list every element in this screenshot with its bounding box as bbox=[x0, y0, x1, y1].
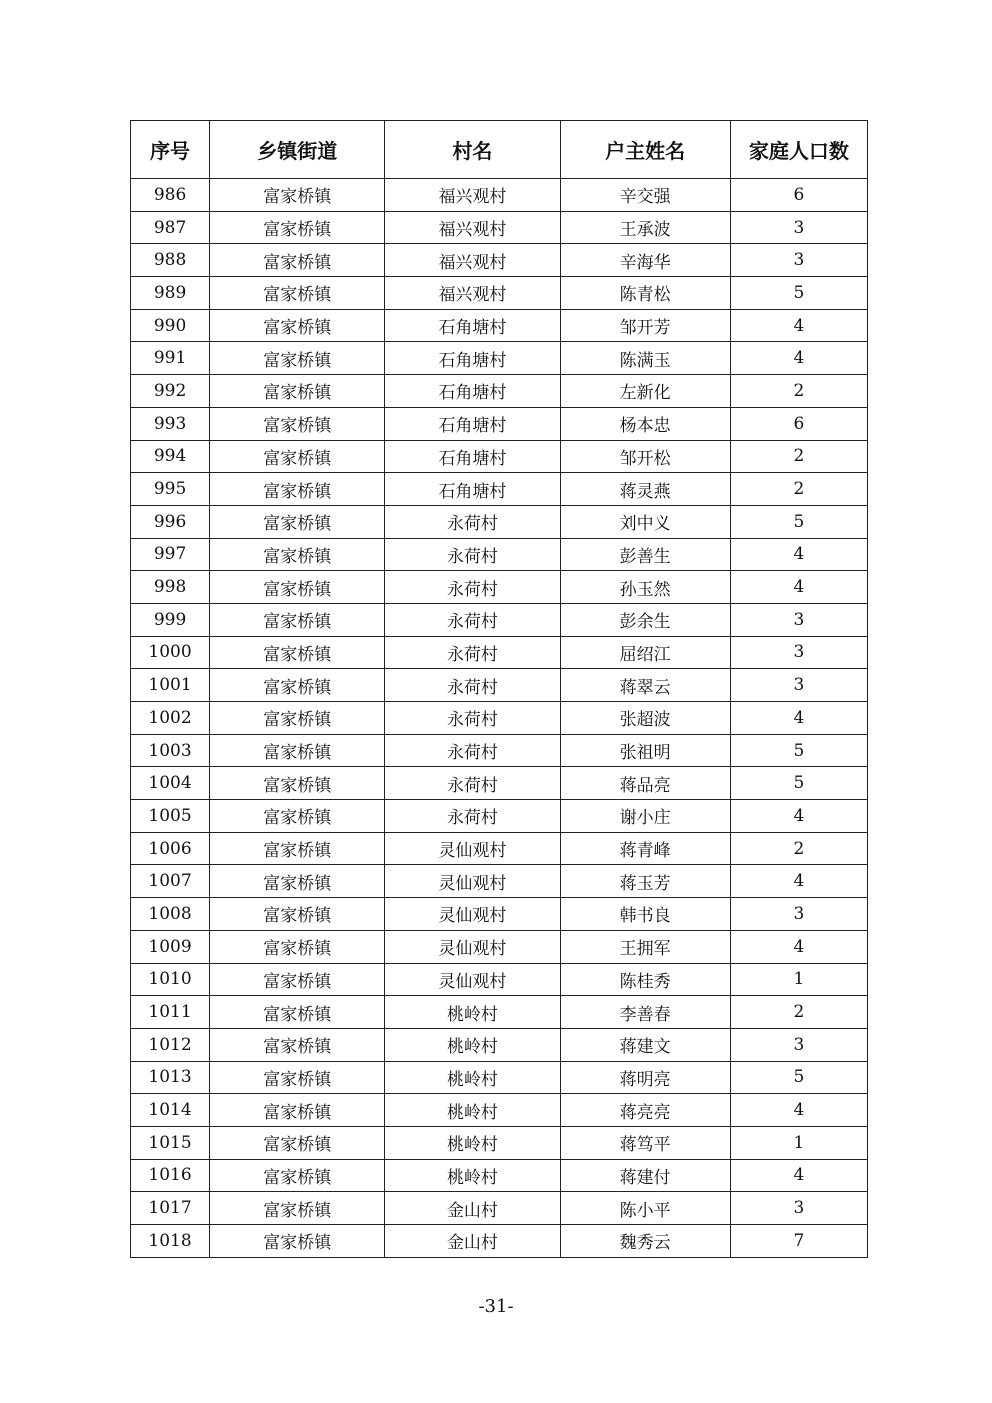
cell-household-size: 4 bbox=[730, 865, 867, 898]
cell-householder-name: 王拥军 bbox=[560, 930, 730, 963]
table-row bbox=[131, 1159, 868, 1192]
cell-village: 灵仙观村 bbox=[385, 963, 560, 996]
table-row bbox=[131, 1225, 868, 1258]
table-row bbox=[131, 571, 868, 604]
cell-township: 富家桥镇 bbox=[210, 1028, 385, 1061]
table-row bbox=[131, 930, 868, 963]
cell-householder-name: 蒋品亮 bbox=[560, 767, 730, 800]
cell-township: 富家桥镇 bbox=[210, 211, 385, 244]
cell-township: 富家桥镇 bbox=[210, 898, 385, 931]
cell-household-size: 4 bbox=[730, 309, 867, 342]
cell-household-size: 4 bbox=[730, 702, 867, 735]
cell-village: 石角塘村 bbox=[385, 473, 560, 506]
cell-household-size: 3 bbox=[730, 211, 867, 244]
table-row bbox=[131, 309, 868, 342]
cell-household-size: 1 bbox=[730, 963, 867, 996]
cell-village: 永荷村 bbox=[385, 734, 560, 767]
page-number: -31- bbox=[478, 1296, 514, 1317]
table-row bbox=[131, 505, 868, 538]
cell-household-size: 3 bbox=[730, 244, 867, 277]
cell-village: 桃岭村 bbox=[385, 1126, 560, 1159]
cell-serial-number: 1008 bbox=[131, 898, 210, 931]
cell-serial-number: 1003 bbox=[131, 734, 210, 767]
cell-township: 富家桥镇 bbox=[210, 407, 385, 440]
header-household-size: 家庭人口数 bbox=[730, 121, 867, 179]
table-row bbox=[131, 342, 868, 375]
cell-household-size: 2 bbox=[730, 832, 867, 865]
cell-serial-number: 998 bbox=[131, 571, 210, 604]
cell-householder-name: 张超波 bbox=[560, 702, 730, 735]
cell-township: 富家桥镇 bbox=[210, 538, 385, 571]
table-row bbox=[131, 473, 868, 506]
cell-township: 富家桥镇 bbox=[210, 767, 385, 800]
cell-village: 石角塘村 bbox=[385, 309, 560, 342]
cell-serial-number: 990 bbox=[131, 309, 210, 342]
cell-householder-name: 蒋翠云 bbox=[560, 669, 730, 702]
cell-household-size: 2 bbox=[730, 996, 867, 1029]
cell-township: 富家桥镇 bbox=[210, 1159, 385, 1192]
cell-township: 富家桥镇 bbox=[210, 734, 385, 767]
cell-serial-number: 996 bbox=[131, 505, 210, 538]
cell-village: 石角塘村 bbox=[385, 375, 560, 408]
cell-serial-number: 997 bbox=[131, 538, 210, 571]
cell-householder-name: 蒋玉芳 bbox=[560, 865, 730, 898]
cell-serial-number: 987 bbox=[131, 211, 210, 244]
header-village: 村名 bbox=[385, 121, 560, 179]
household-table bbox=[130, 120, 868, 1258]
cell-township: 富家桥镇 bbox=[210, 179, 385, 212]
cell-householder-name: 陈满玉 bbox=[560, 342, 730, 375]
cell-township: 富家桥镇 bbox=[210, 603, 385, 636]
cell-household-size: 5 bbox=[730, 734, 867, 767]
table-row bbox=[131, 440, 868, 473]
cell-serial-number: 1002 bbox=[131, 702, 210, 735]
cell-householder-name: 彭善生 bbox=[560, 538, 730, 571]
cell-household-size: 6 bbox=[730, 179, 867, 212]
table-row bbox=[131, 277, 868, 310]
cell-township: 富家桥镇 bbox=[210, 702, 385, 735]
cell-householder-name: 陈青松 bbox=[560, 277, 730, 310]
table-row bbox=[131, 636, 868, 669]
table-row bbox=[131, 1094, 868, 1127]
table-row bbox=[131, 407, 868, 440]
cell-householder-name: 蒋建付 bbox=[560, 1159, 730, 1192]
cell-serial-number: 1004 bbox=[131, 767, 210, 800]
cell-township: 富家桥镇 bbox=[210, 930, 385, 963]
cell-village: 永荷村 bbox=[385, 603, 560, 636]
table-row bbox=[131, 603, 868, 636]
cell-village: 福兴观村 bbox=[385, 211, 560, 244]
cell-serial-number: 1006 bbox=[131, 832, 210, 865]
cell-householder-name: 邹开芳 bbox=[560, 309, 730, 342]
cell-householder-name: 蒋明亮 bbox=[560, 1061, 730, 1094]
cell-household-size: 3 bbox=[730, 1192, 867, 1225]
cell-township: 富家桥镇 bbox=[210, 636, 385, 669]
cell-township: 富家桥镇 bbox=[210, 277, 385, 310]
cell-village: 福兴观村 bbox=[385, 179, 560, 212]
cell-householder-name: 陈小平 bbox=[560, 1192, 730, 1225]
cell-village: 灵仙观村 bbox=[385, 898, 560, 931]
cell-village: 福兴观村 bbox=[385, 277, 560, 310]
cell-township: 富家桥镇 bbox=[210, 1225, 385, 1258]
cell-village: 永荷村 bbox=[385, 702, 560, 735]
cell-village: 金山村 bbox=[385, 1225, 560, 1258]
cell-serial-number: 991 bbox=[131, 342, 210, 375]
table-row bbox=[131, 1192, 868, 1225]
cell-township: 富家桥镇 bbox=[210, 1094, 385, 1127]
cell-village: 永荷村 bbox=[385, 571, 560, 604]
cell-township: 富家桥镇 bbox=[210, 963, 385, 996]
cell-township: 富家桥镇 bbox=[210, 669, 385, 702]
cell-village: 石角塘村 bbox=[385, 407, 560, 440]
cell-township: 富家桥镇 bbox=[210, 309, 385, 342]
cell-household-size: 5 bbox=[730, 1061, 867, 1094]
cell-household-size: 4 bbox=[730, 1094, 867, 1127]
table-row bbox=[131, 375, 868, 408]
cell-serial-number: 999 bbox=[131, 603, 210, 636]
cell-serial-number: 1007 bbox=[131, 865, 210, 898]
table-row bbox=[131, 1061, 868, 1094]
table-row bbox=[131, 734, 868, 767]
cell-householder-name: 左新化 bbox=[560, 375, 730, 408]
cell-serial-number: 1016 bbox=[131, 1159, 210, 1192]
cell-household-size: 4 bbox=[730, 571, 867, 604]
cell-householder-name: 邹开松 bbox=[560, 440, 730, 473]
cell-township: 富家桥镇 bbox=[210, 1192, 385, 1225]
cell-township: 富家桥镇 bbox=[210, 1126, 385, 1159]
cell-township: 富家桥镇 bbox=[210, 244, 385, 277]
cell-household-size: 1 bbox=[730, 1126, 867, 1159]
cell-household-size: 3 bbox=[730, 1028, 867, 1061]
cell-householder-name: 屈绍江 bbox=[560, 636, 730, 669]
cell-village: 桃岭村 bbox=[385, 996, 560, 1029]
cell-serial-number: 1013 bbox=[131, 1061, 210, 1094]
cell-village: 桃岭村 bbox=[385, 1061, 560, 1094]
cell-household-size: 3 bbox=[730, 603, 867, 636]
cell-serial-number: 1009 bbox=[131, 930, 210, 963]
cell-householder-name: 彭余生 bbox=[560, 603, 730, 636]
cell-householder-name: 蒋亮亮 bbox=[560, 1094, 730, 1127]
cell-householder-name: 魏秀云 bbox=[560, 1225, 730, 1258]
cell-householder-name: 蒋灵燕 bbox=[560, 473, 730, 506]
cell-township: 富家桥镇 bbox=[210, 1061, 385, 1094]
cell-serial-number: 1017 bbox=[131, 1192, 210, 1225]
cell-household-size: 4 bbox=[730, 538, 867, 571]
cell-township: 富家桥镇 bbox=[210, 996, 385, 1029]
table-row bbox=[131, 702, 868, 735]
cell-serial-number: 995 bbox=[131, 473, 210, 506]
cell-householder-name: 蒋青峰 bbox=[560, 832, 730, 865]
cell-serial-number: 1014 bbox=[131, 1094, 210, 1127]
table-row bbox=[131, 538, 868, 571]
cell-village: 永荷村 bbox=[385, 767, 560, 800]
cell-household-size: 2 bbox=[730, 473, 867, 506]
cell-village: 永荷村 bbox=[385, 636, 560, 669]
table-row bbox=[131, 1028, 868, 1061]
cell-householder-name: 李善春 bbox=[560, 996, 730, 1029]
cell-township: 富家桥镇 bbox=[210, 865, 385, 898]
table-row bbox=[131, 211, 868, 244]
cell-serial-number: 994 bbox=[131, 440, 210, 473]
cell-serial-number: 992 bbox=[131, 375, 210, 408]
cell-household-size: 4 bbox=[730, 930, 867, 963]
cell-householder-name: 蒋笃平 bbox=[560, 1126, 730, 1159]
cell-household-size: 3 bbox=[730, 636, 867, 669]
cell-household-size: 2 bbox=[730, 375, 867, 408]
header-serial-number: 序号 bbox=[131, 121, 210, 179]
cell-township: 富家桥镇 bbox=[210, 505, 385, 538]
table-row bbox=[131, 898, 868, 931]
cell-township: 富家桥镇 bbox=[210, 832, 385, 865]
cell-village: 永荷村 bbox=[385, 538, 560, 571]
cell-village: 桃岭村 bbox=[385, 1159, 560, 1192]
cell-village: 福兴观村 bbox=[385, 244, 560, 277]
cell-household-size: 5 bbox=[730, 505, 867, 538]
cell-household-size: 4 bbox=[730, 800, 867, 833]
cell-village: 石角塘村 bbox=[385, 440, 560, 473]
header-householder-name: 户主姓名 bbox=[560, 121, 730, 179]
table-header-row bbox=[131, 121, 868, 179]
cell-village: 灵仙观村 bbox=[385, 930, 560, 963]
cell-village: 永荷村 bbox=[385, 505, 560, 538]
cell-household-size: 5 bbox=[730, 277, 867, 310]
header-township: 乡镇街道 bbox=[210, 121, 385, 179]
cell-village: 灵仙观村 bbox=[385, 832, 560, 865]
cell-serial-number: 1005 bbox=[131, 800, 210, 833]
table-row bbox=[131, 767, 868, 800]
cell-household-size: 6 bbox=[730, 407, 867, 440]
table-row bbox=[131, 963, 868, 996]
table-row bbox=[131, 800, 868, 833]
cell-village: 灵仙观村 bbox=[385, 865, 560, 898]
cell-householder-name: 辛交强 bbox=[560, 179, 730, 212]
cell-serial-number: 1011 bbox=[131, 996, 210, 1029]
table-row bbox=[131, 669, 868, 702]
cell-township: 富家桥镇 bbox=[210, 440, 385, 473]
cell-serial-number: 1000 bbox=[131, 636, 210, 669]
cell-householder-name: 刘中义 bbox=[560, 505, 730, 538]
cell-township: 富家桥镇 bbox=[210, 800, 385, 833]
cell-township: 富家桥镇 bbox=[210, 375, 385, 408]
table-row bbox=[131, 244, 868, 277]
table-row bbox=[131, 179, 868, 212]
cell-household-size: 4 bbox=[730, 1159, 867, 1192]
cell-serial-number: 1015 bbox=[131, 1126, 210, 1159]
table-body bbox=[131, 179, 868, 1258]
cell-serial-number: 993 bbox=[131, 407, 210, 440]
cell-householder-name: 杨本忠 bbox=[560, 407, 730, 440]
cell-household-size: 3 bbox=[730, 669, 867, 702]
table-row bbox=[131, 865, 868, 898]
cell-village: 石角塘村 bbox=[385, 342, 560, 375]
cell-householder-name: 韩书良 bbox=[560, 898, 730, 931]
cell-serial-number: 988 bbox=[131, 244, 210, 277]
cell-household-size: 2 bbox=[730, 440, 867, 473]
cell-serial-number: 1010 bbox=[131, 963, 210, 996]
table-row bbox=[131, 1126, 868, 1159]
cell-village: 永荷村 bbox=[385, 800, 560, 833]
cell-householder-name: 辛海华 bbox=[560, 244, 730, 277]
cell-village: 桃岭村 bbox=[385, 1094, 560, 1127]
cell-serial-number: 1001 bbox=[131, 669, 210, 702]
table-row bbox=[131, 996, 868, 1029]
cell-household-size: 5 bbox=[730, 767, 867, 800]
cell-village: 桃岭村 bbox=[385, 1028, 560, 1061]
cell-township: 富家桥镇 bbox=[210, 571, 385, 604]
cell-householder-name: 孙玉然 bbox=[560, 571, 730, 604]
cell-village: 金山村 bbox=[385, 1192, 560, 1225]
cell-serial-number: 986 bbox=[131, 179, 210, 212]
cell-township: 富家桥镇 bbox=[210, 473, 385, 506]
cell-householder-name: 王承波 bbox=[560, 211, 730, 244]
cell-householder-name: 谢小庄 bbox=[560, 800, 730, 833]
cell-serial-number: 1012 bbox=[131, 1028, 210, 1061]
cell-householder-name: 蒋建文 bbox=[560, 1028, 730, 1061]
cell-serial-number: 989 bbox=[131, 277, 210, 310]
cell-householder-name: 陈桂秀 bbox=[560, 963, 730, 996]
cell-serial-number: 1018 bbox=[131, 1225, 210, 1258]
cell-household-size: 7 bbox=[730, 1225, 867, 1258]
cell-household-size: 3 bbox=[730, 898, 867, 931]
cell-township: 富家桥镇 bbox=[210, 342, 385, 375]
table-row bbox=[131, 832, 868, 865]
cell-household-size: 4 bbox=[730, 342, 867, 375]
cell-village: 永荷村 bbox=[385, 669, 560, 702]
cell-householder-name: 张祖明 bbox=[560, 734, 730, 767]
